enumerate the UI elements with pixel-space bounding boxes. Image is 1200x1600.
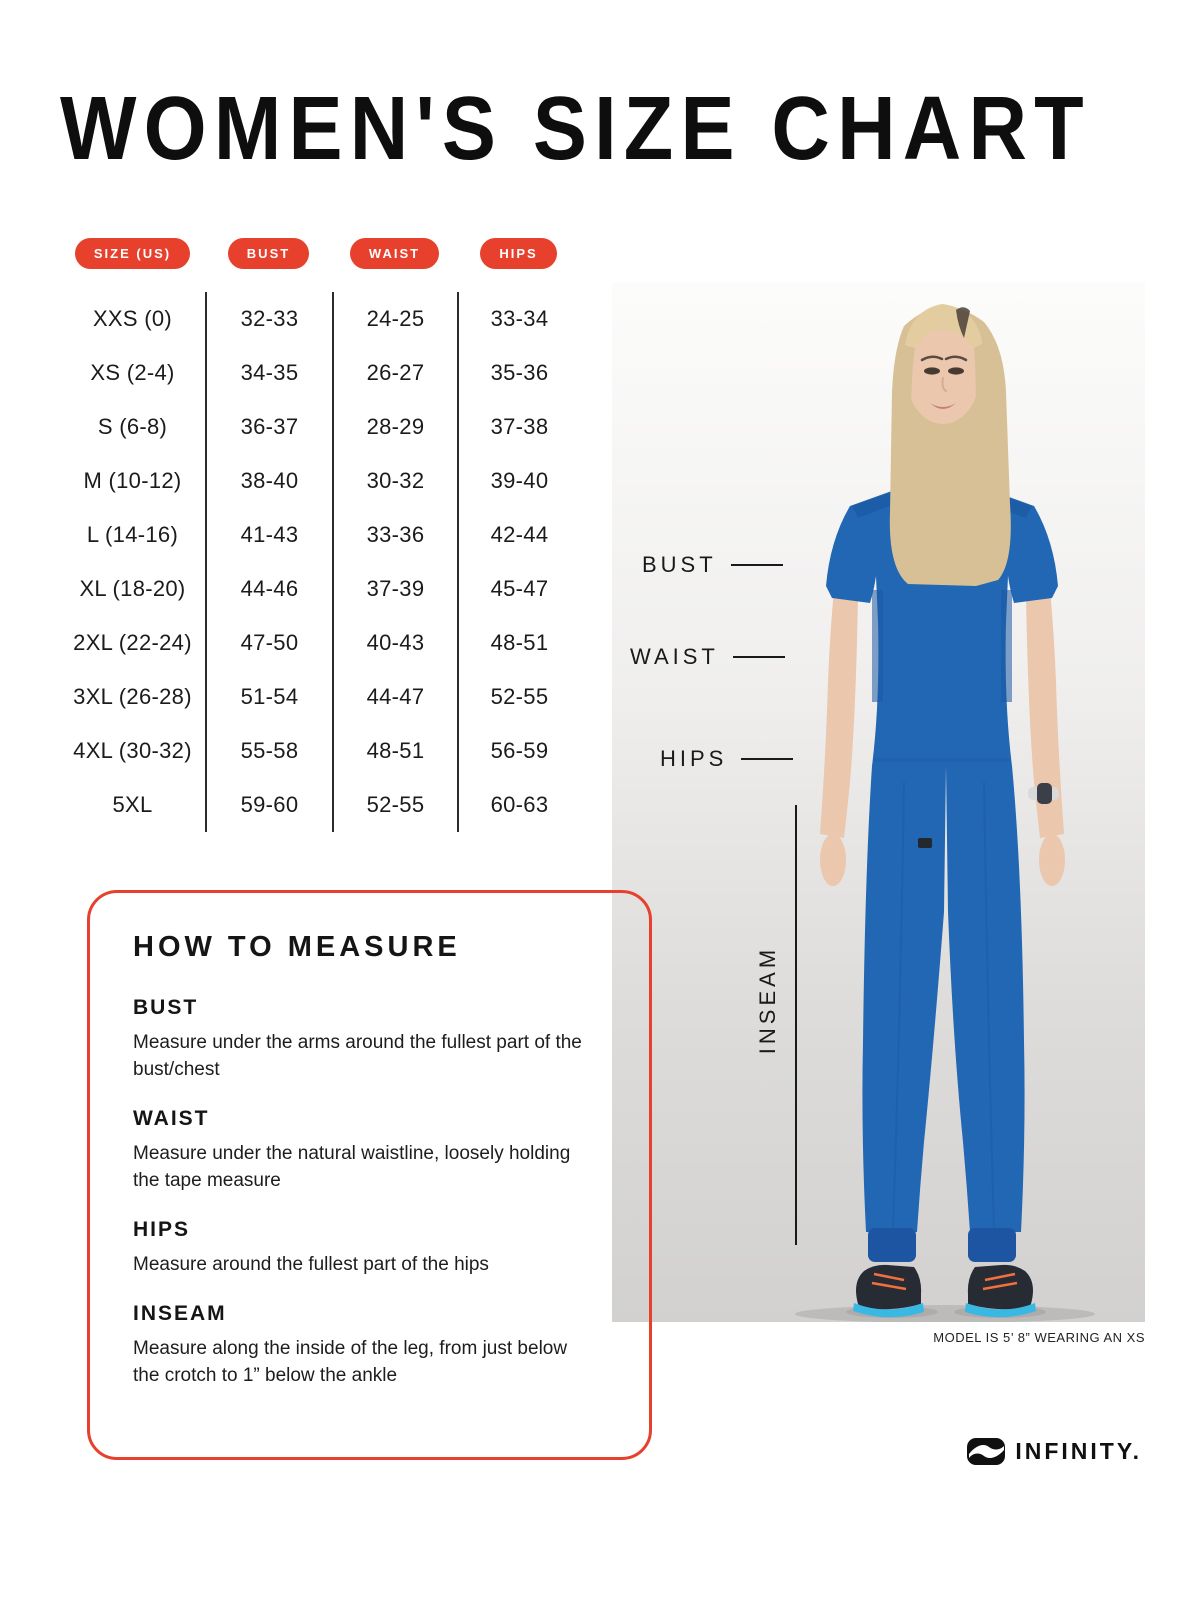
measurement-cell: 24-25 <box>332 292 457 346</box>
measurement-cell: 48-51 <box>332 724 457 778</box>
measure-section-text: Measure under the arms around the fullest part of the bust/chest <box>133 1032 582 1080</box>
measure-section-label: HIPS <box>133 1217 191 1241</box>
model-illustration <box>612 282 1145 1322</box>
measurement-cell: 33-34 <box>457 292 580 346</box>
size-table-header <box>60 238 580 269</box>
figure-label-hips <box>660 746 793 772</box>
model-photo <box>612 282 1145 1322</box>
measurement-cell: 41-43 <box>205 508 332 562</box>
measurement-cell: 59-60 <box>205 778 332 832</box>
column-pill-size: SIZE (US) <box>75 238 190 269</box>
measure-section-text: Measure along the inside of the leg, from just below the crotch to 1” below the ankle <box>133 1337 568 1386</box>
size-table-body <box>60 292 580 832</box>
size-cell: 2XL (22-24) <box>73 630 192 655</box>
size-cell: 5XL <box>112 792 153 817</box>
measure-section-label: WAIST <box>133 1106 210 1130</box>
measurement-cell: 52-55 <box>457 670 580 724</box>
measurement-cell: 35-36 <box>457 346 580 400</box>
measurement-cell: 56-59 <box>457 724 580 778</box>
size-cell: 3XL (26-28) <box>73 684 192 709</box>
measurement-cell: 28-29 <box>332 400 457 454</box>
column-pill-waist: WAIST <box>350 238 439 269</box>
measurement-cell: 60-63 <box>457 778 580 832</box>
measurement-cell: 36-37 <box>205 400 332 454</box>
measurement-cell: 26-27 <box>332 346 457 400</box>
how-to-measure-box <box>87 890 652 1460</box>
figure-label-waist <box>630 644 785 670</box>
measurement-cell: 48-51 <box>457 616 580 670</box>
measure-section-text: Measure under the natural waistline, loosely holding the tape measure <box>133 1142 571 1191</box>
size-cell: S (6-8) <box>97 414 168 439</box>
measure-section-hips <box>133 1218 619 1279</box>
measurement-cell: 44-47 <box>332 670 457 724</box>
measurement-cell: 39-40 <box>457 454 580 508</box>
measurement-cell: 34-35 <box>205 346 332 400</box>
measure-section-waist <box>133 1107 619 1195</box>
measure-section-text: Measure around the fullest part of the hips <box>133 1253 489 1275</box>
size-cell: XL (18-20) <box>79 576 186 601</box>
infinity-logo-icon <box>967 1438 1005 1465</box>
size-cell: M (10-12) <box>83 468 182 493</box>
size-cell: XS (2-4) <box>90 360 175 385</box>
figure-label-inseam: INSEAM <box>755 945 780 1055</box>
measurement-cell: 55-58 <box>205 724 332 778</box>
figure-label-waist-text: WAIST <box>630 644 719 669</box>
measurement-cell: 30-32 <box>332 454 457 508</box>
hips-pointer-line <box>741 758 793 760</box>
measurement-cell: 38-40 <box>205 454 332 508</box>
column-pill-bust: BUST <box>228 238 309 269</box>
measure-section-bust <box>133 996 619 1084</box>
measurement-cell: 44-46 <box>205 562 332 616</box>
inseam-pointer-line <box>795 805 797 1245</box>
measure-section-label: BUST <box>133 996 199 1019</box>
measurement-cell: 37-38 <box>457 400 580 454</box>
measurement-cell: 33-36 <box>332 508 457 562</box>
model-caption: MODEL IS 5’ 8” WEARING AN XS <box>933 1330 1145 1345</box>
measurement-cell: 32-33 <box>205 292 332 346</box>
figure-label-hips-text: HIPS <box>660 746 728 771</box>
bust-pointer-line <box>731 564 783 566</box>
brand-logo <box>967 1438 1142 1465</box>
measure-section-label: INSEAM <box>133 1301 227 1325</box>
measurement-cell: 47-50 <box>205 616 332 670</box>
waist-pointer-line <box>733 656 785 658</box>
measure-section-inseam <box>133 1302 619 1390</box>
figure-label-bust-text: BUST <box>642 552 717 577</box>
size-cell: L (14-16) <box>86 522 179 547</box>
measurement-cell: 42-44 <box>457 508 580 562</box>
measurement-cell: 37-39 <box>332 562 457 616</box>
brand-wordmark: INFINITY. <box>1015 1438 1142 1464</box>
measurement-cell: 40-43 <box>332 616 457 670</box>
column-pill-hips: HIPS <box>480 238 556 269</box>
measurement-cell: 51-54 <box>205 670 332 724</box>
page-title: WOMEN'S SIZE CHART <box>60 79 1091 179</box>
size-cell: XXS (0) <box>92 306 173 331</box>
measurement-cell: 45-47 <box>457 562 580 616</box>
measurement-cell: 52-55 <box>332 778 457 832</box>
figure-label-bust <box>642 552 783 578</box>
how-to-measure-title: HOW TO MEASURE <box>133 931 461 963</box>
size-cell: 4XL (30-32) <box>73 738 192 763</box>
